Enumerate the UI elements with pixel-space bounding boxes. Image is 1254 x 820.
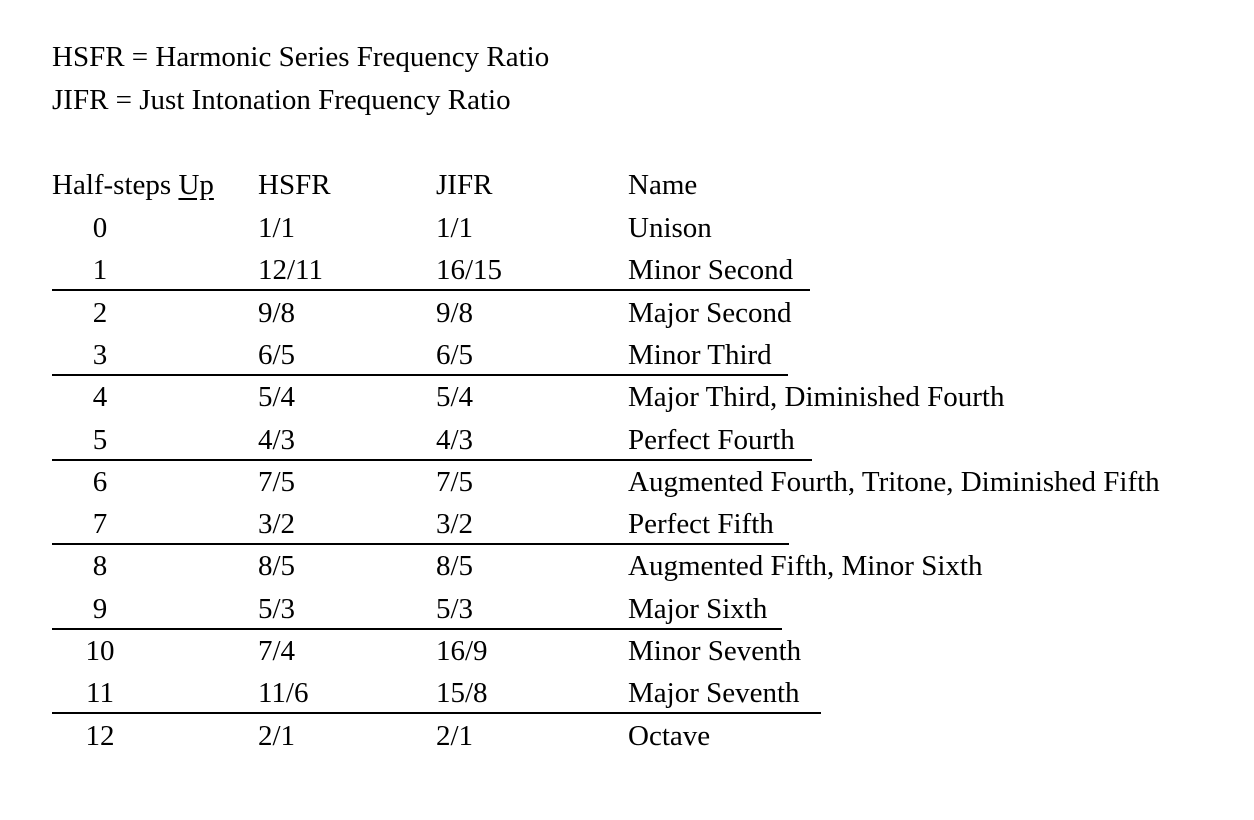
cell-half-steps: 9 [92, 592, 108, 625]
table-row [52, 630, 1232, 672]
table-row [52, 461, 1232, 503]
table-row [52, 376, 1232, 418]
cell-jifr: 8/5 [436, 550, 474, 583]
header-hsfr: HSFR [258, 169, 331, 201]
cell-hsfr: 12/11 [258, 254, 323, 287]
cell-jifr: 6/5 [436, 338, 474, 371]
cell-name: Unison [628, 212, 712, 244]
table-row [52, 419, 1232, 461]
header-half-steps-up [52, 164, 214, 206]
cell-jifr: 5/3 [436, 592, 474, 625]
cell-jifr: 2/1 [436, 719, 474, 752]
cell-half-steps: 7 [92, 508, 108, 541]
cell-name: Augmented Fourth, Tritone, Diminished Fifth [628, 465, 1160, 498]
cell-hsfr: 9/8 [258, 296, 296, 329]
cell-half-steps: 3 [92, 338, 108, 371]
cell-hsfr: 5/4 [258, 381, 296, 414]
cell-half-steps: 10 [85, 635, 115, 667]
table-row [52, 249, 1232, 291]
cell-name: Augmented Fifth, Minor Sixth [628, 550, 983, 583]
cell-name: Major Second [628, 296, 792, 329]
cell-hsfr: 7/5 [258, 465, 296, 498]
cell-name: Major Third, Diminished Fourth [628, 381, 1005, 414]
cell-jifr: 16/15 [436, 254, 503, 287]
table-row [52, 588, 1232, 630]
cell-hsfr: 6/5 [258, 338, 296, 371]
table-row [52, 672, 1232, 714]
cell-half-steps: 11 [86, 677, 114, 710]
cell-name: Perfect Fifth [628, 508, 774, 541]
cell-hsfr: 5/3 [258, 592, 296, 625]
definition-hsfr: HSFR = Harmonic Series Frequency Ratio [52, 41, 550, 73]
cell-jifr: 9/8 [436, 296, 474, 329]
cell-hsfr: 3/2 [258, 508, 296, 541]
cell-half-steps: 5 [92, 423, 108, 456]
cell-half-steps: 2 [92, 296, 108, 329]
cell-name: Octave [628, 719, 711, 752]
cell-name: Minor Seventh [628, 635, 802, 667]
header-name: Name [628, 169, 698, 201]
cell-hsfr: 8/5 [258, 550, 296, 583]
header-up-label: Up [178, 169, 214, 201]
cell-jifr: 7/5 [436, 465, 474, 498]
cell-hsfr: 2/1 [258, 719, 296, 752]
cell-half-steps: 12 [85, 719, 115, 752]
cell-half-steps: 0 [92, 212, 108, 244]
cell-half-steps: 1 [92, 254, 108, 287]
cell-hsfr: 4/3 [258, 423, 296, 456]
cell-jifr: 4/3 [436, 423, 474, 456]
table-row [52, 503, 1232, 545]
cell-half-steps: 8 [92, 550, 108, 583]
table-header [52, 164, 1232, 206]
definition-jifr: JIFR = Just Intonation Frequency Ratio [52, 84, 511, 116]
cell-hsfr: 7/4 [258, 635, 296, 667]
cell-jifr: 16/9 [436, 635, 488, 667]
table-row [52, 292, 1232, 334]
cell-hsfr: 11/6 [258, 677, 309, 710]
header-half-steps-label: Half-steps [52, 169, 179, 201]
cell-jifr: 15/8 [436, 677, 488, 710]
cell-hsfr: 1/1 [258, 212, 296, 244]
cell-name: Minor Second [628, 254, 794, 287]
cell-half-steps: 6 [92, 465, 108, 498]
cell-name: Minor Third [628, 338, 772, 371]
cell-jifr: 1/1 [436, 212, 474, 244]
table-row [52, 334, 1232, 376]
header-jifr: JIFR [436, 169, 493, 201]
cell-jifr: 5/4 [436, 381, 474, 414]
table-row [52, 715, 1232, 757]
table-row [52, 207, 1232, 249]
cell-name: Major Seventh [628, 677, 800, 710]
table-row [52, 545, 1232, 587]
cell-name: Perfect Fourth [628, 423, 795, 456]
cell-name: Major Sixth [628, 592, 768, 625]
cell-jifr: 3/2 [436, 508, 474, 541]
cell-half-steps: 4 [92, 381, 108, 414]
